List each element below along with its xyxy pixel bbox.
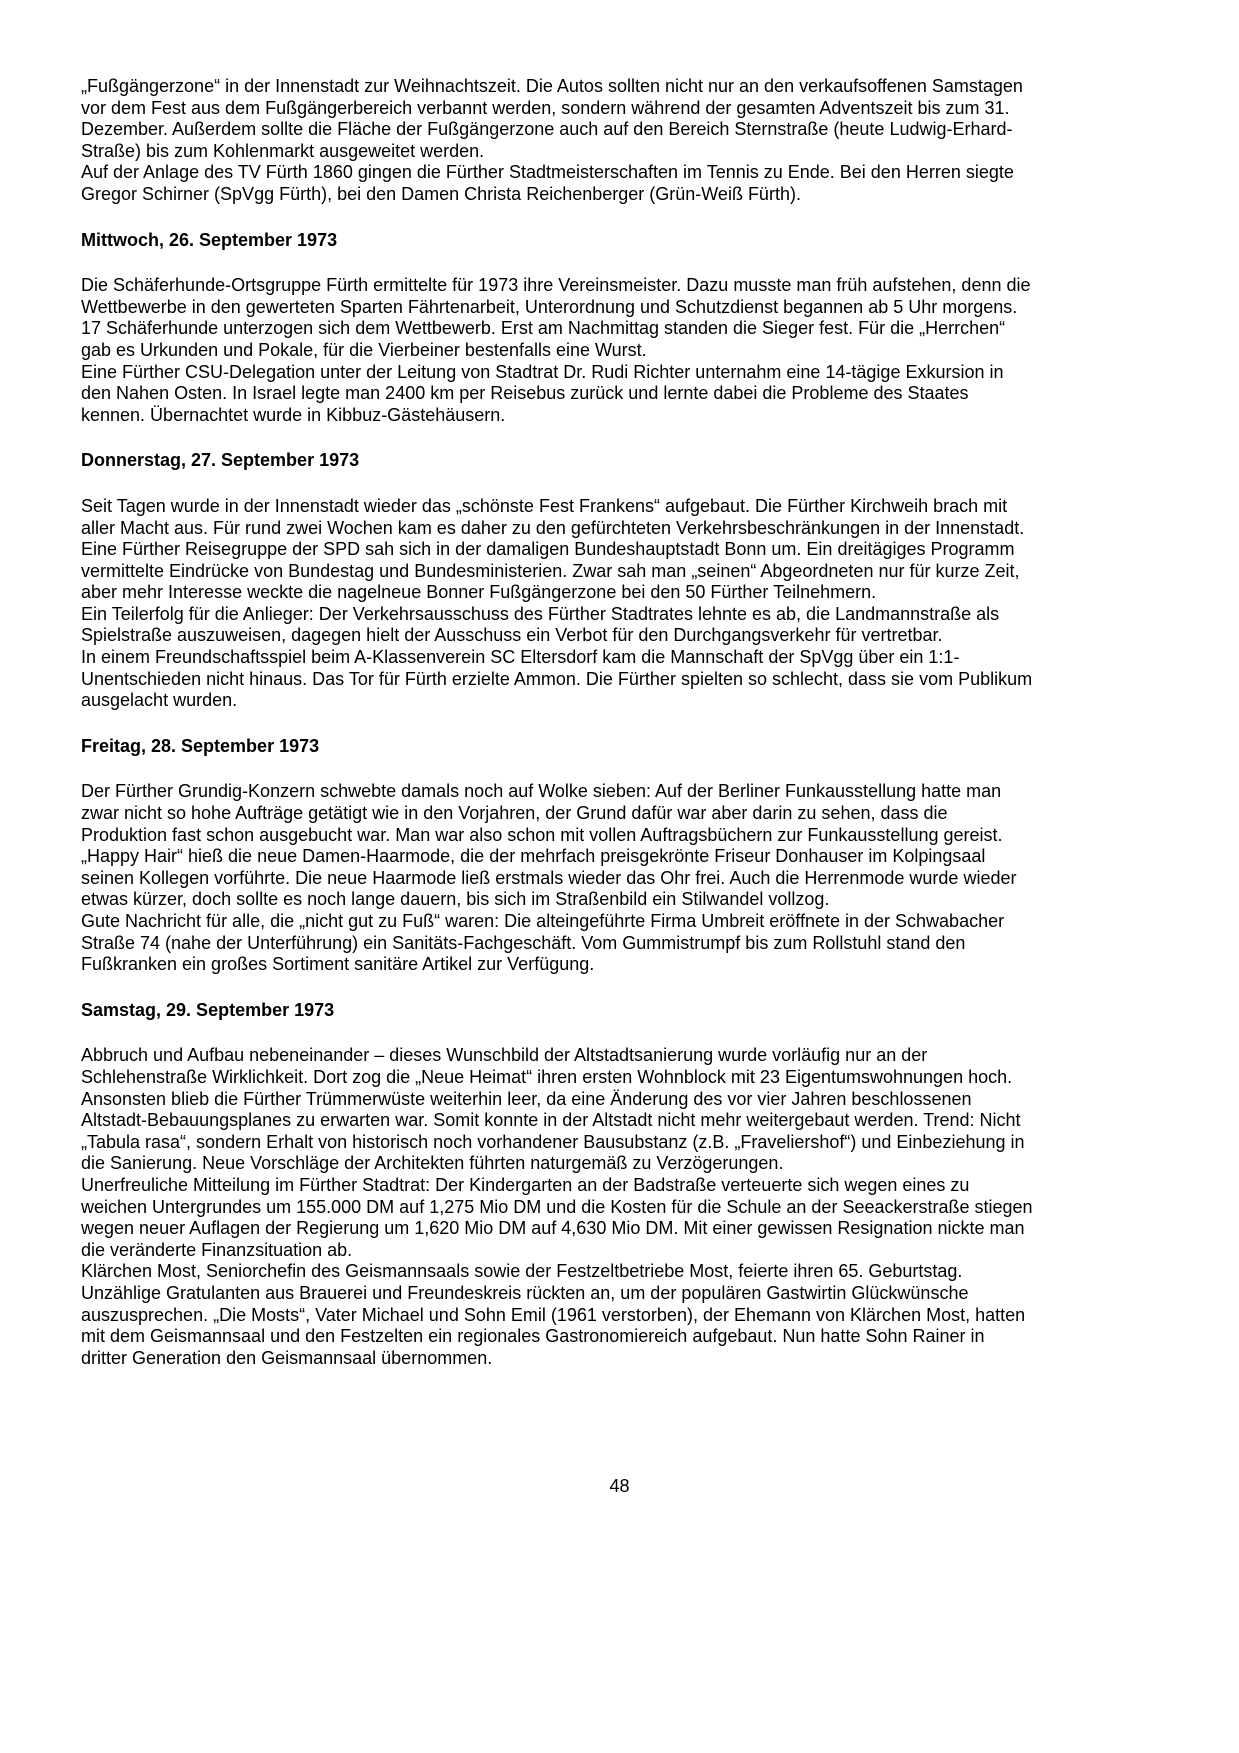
paragraph: Auf der Anlage des TV Fürth 1860 gingen die Fürther Stadtmeisterschaften im Tennis zu Ende. Bei den Herren siegte Gregor Schirner (SpVgg Fürth), bei den Damen Christa Reichenberger (Grün-Weiß Fürth).	[81, 162, 1014, 204]
date-heading: Samstag, 29. September 1973	[81, 999, 335, 1020]
date-heading: Freitag, 28. September 1973	[81, 735, 320, 756]
paragraph: Seit Tagen wurde in der Innenstadt wieder das „schönste Fest Frankens“ aufgebaut. Die Fürther Kirchweih brach mit aller Macht aus. Für rund zwei Wochen kam es daher zu den gefürchteten Verkehrsbeschränkungen in der Innenstadt.	[81, 495, 1025, 538]
paragraph: Der Fürther Grundig-Konzern schwebte damals noch auf Wolke sieben: Auf der Berliner Funkausstellung hatte man zwar nicht so hohe Aufträge getätigt wie in den Vorjahren, der Grund dafür war aber darin zu sehen, dass die Produktion fast schon ausgebucht war. Man war also schon mit vollen Auftragsbüchern zur Funkausstellung gereist.	[81, 781, 1003, 845]
date-heading: Donnerstag, 27. September 1973	[81, 450, 360, 471]
paragraph: Gute Nachricht für alle, die „nicht gut zu Fuß“ waren: Die alteingeführte Firma Umbreit eröffnete in der Schwabacher Straße 74 (nahe der Unterführung) ein Sanitäts-Fachgeschäft. Vom Gummistrumpf bis zum Rollstuhl stand den Fußkranken ein großes Sortiment sanitäre Artikel zur Verfügung.	[81, 911, 1005, 975]
paragraph: Die Schäferhunde-Ortsgruppe Fürth ermittelte für 1973 ihre Vereinsmeister. Dazu musste man früh aufstehen, denn die Wettbewerbe in den gewerteten Sparten Fährtenarbeit, Unterordnung und Schutzdienst begannen ab 5 Uhr morgens. 17 Schäferhunde unterzogen sich dem Wettbewerb. Erst am Nachmittag standen die Sieger fest. Für die „Herrchen“ gab es Urkunden und Pokale, für die Vierbeiner bestenfalls eine Wurst.	[81, 275, 1031, 360]
paragraph: Unerfreuliche Mitteilung im Fürther Stadtrat: Der Kindergarten an der Badstraße verteuerte sich wegen eines zu weichen Untergrundes um 155.000 DM auf 1,275 Mio DM und die Kosten für die Schule an der Seeackerstraße stiegen wegen neuer Auflagen der Regierung um 1,620 Mio DM auf 4,630 Mio DM. Mit einer gewissen Resignation nickte man die veränderte Finanzsituation ab.	[81, 1174, 1033, 1260]
page-number: 48	[609, 1476, 630, 1496]
paragraph: „Fußgängerzone“ in der Innenstadt zur Weihnachtszeit. Die Autos sollten nicht nur an den verkaufsoffenen Samstagen vor dem Fest aus dem Fußgängerbereich verbannt werden, sondern während der gesamten Adventszeit bis zum 31. Dezember. Außerdem sollte die Fläche der Fußgängerzone auch auf den Bereich Sternstraße (heute Ludwig-Erhard-Straße) bis zum Kohlenmarkt ausgeweitet werden.	[81, 76, 1023, 161]
paragraph: In einem Freundschaftsspiel beim A-Klassenverein SC Eltersdorf kam die Mannschaft der SpVgg über ein 1:1-Unentschieden nicht hinaus. Das Tor für Fürth erzielte Ammon. Die Fürther spielten so schlecht, dass sie vom Publikum ausgelacht wurden.	[81, 647, 1033, 711]
paragraph: Klärchen Most, Seniorchefin des Geismannsaals sowie der Festzeltbetriebe Most, feierte ihren 65. Geburtstag. Unzählige Gratulanten aus Brauerei und Freundeskreis rückten an, um der populären Gastwirtin Glückwünsche auszusprechen. „Die Mosts“, Vater Michael und Sohn Emil (1961 verstorben), der Ehemann von Klärchen Most, hatten mit dem Geismannsaal und den Festzelten ein regionales Gastronomiereich aufgebaut. Nun hatte Sohn Rainer in dritter Generation den Geismannsaal übernommen.	[81, 1261, 1026, 1368]
paragraph: Eine Fürther Reisegruppe der SPD sah sich in der damaligen Bundeshauptstadt Bonn um. Ein dreitägiges Programm vermittelte Eindrücke von Bundestag und Bundesministerien. Zwar sah man „seinen“ Abgeordneten nur für kurze Zeit, aber mehr Interesse weckte die nagelneue Bonner Fußgängerzone bei den 50 Fürther Teilnehmern.	[81, 539, 1020, 603]
paragraph: Ein Teilerfolg für die Anlieger: Der Verkehrsausschuss des Fürther Stadtrates lehnte es ab, die Landmannstraße als Spielstraße auszuweisen, dagegen hielt der Ausschuss ein Verbot für den Durchgangsverkehr für vertretbar.	[81, 603, 1000, 646]
date-heading: Mittwoch, 26. September 1973	[81, 229, 338, 250]
paragraph: Eine Fürther CSU-Delegation unter der Leitung von Stadtrat Dr. Rudi Richter unternahm eine 14-tägige Exkursion in den Nahen Osten. In Israel legte man 2400 km per Reisebus zurück und lernte dabei die Probleme des Staates kennen. Übernachtet wurde in Kibbuz-Gästehäusern.	[81, 361, 1004, 425]
paragraph: „Happy Hair“ hieß die neue Damen-Haarmode, die der mehrfach preisgekrönte Friseur Donhauser im Kolpingsaal seinen Kollegen vorführte. Die neue Haarmode ließ erstmals wieder das Ohr frei. Auch die Herrenmode wurde wieder etwas kürzer, doch sollte es noch lange dauern, bis sich im Straßenbild ein Stilwandel vollzog.	[81, 846, 1017, 910]
document-content	[81, 76, 1033, 1369]
paragraph: Abbruch und Aufbau nebeneinander – dieses Wunschbild der Altstadtsanierung wurde vorläufig nur an der Schlehenstraße Wirklichkeit. Dort zog die „Neue Heimat“ ihren ersten Wohnblock mit 23 Eigentumswohnungen hoch. Ansonsten blieb die Fürther Trümmerwüste weiterhin leer, da eine Änderung des vor vier Jahren beschlossenen Altstadt-Bebauungsplanes zu erwarten war. Somit konnte in der Altstadt nicht mehr weitergebaut werden. Trend: Nicht „Tabula rasa“, sondern Erhalt von historisch noch vorhandener Bausubstanz (z.B. „Fraveliershof“) und Einbeziehung in die Sanierung. Neue Vorschläge der Architekten führten naturgemäß zu Verzögerungen.	[81, 1045, 1025, 1174]
